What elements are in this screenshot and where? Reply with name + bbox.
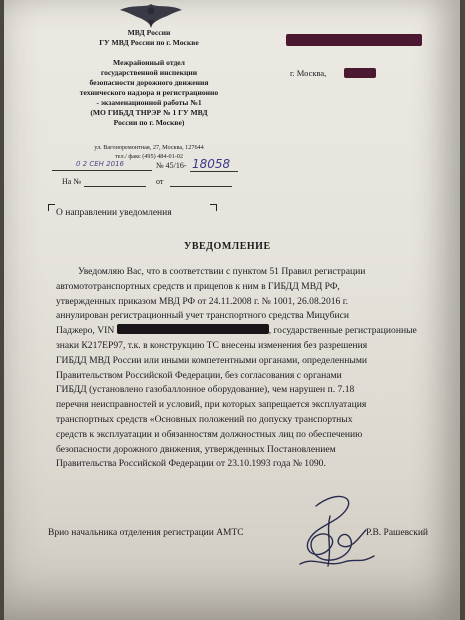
ref-prefix: № 45/16-: [156, 161, 187, 170]
recipient-address-redaction: [344, 68, 376, 78]
dept-line: - экзаменационной работы №1: [96, 98, 202, 107]
body-line: Правительством Российской Федерации, без согласования с органами: [56, 369, 342, 381]
eagle-emblem-icon: [110, 0, 192, 30]
dept-line: (МО ГИБДД ТНРЭР № 1 ГУ МВД: [90, 108, 208, 117]
ot-underline: [170, 186, 232, 187]
subject-bracket-right: [210, 204, 217, 211]
recipient-redaction: [286, 34, 422, 46]
subject-line: О направлении уведомления: [56, 208, 172, 218]
na-underline: [84, 186, 146, 187]
vin-redaction: [117, 324, 269, 334]
body-line: Уведомляю Вас, что в соответствии с пунктом 51 Правил регистрации: [78, 266, 366, 277]
org-address: ул. Вагоноремонтная, 27, Москва, 127644: [94, 144, 204, 151]
body-line: транспортных средств «Основных положений по допуску транспортных: [56, 413, 353, 425]
body-line: средств к эксплуатации и обязанностям должностных лиц по обеспечению: [56, 428, 363, 440]
body-line: ГИБДД МВД России или иными компетентными органами, определенными: [56, 354, 368, 366]
ref-number-handwritten: 18058: [192, 157, 231, 171]
ot-label: от: [156, 177, 164, 186]
vin-suffix: , государственные регистрационные: [268, 325, 417, 337]
body-line: безопасности дорожного движения, утвержденных Постановлением: [56, 443, 336, 455]
dept-line: России по г. Москве): [113, 118, 185, 127]
ref-date-stamp: 0 2 СЕН 2016: [76, 160, 124, 168]
org-phone: тел./ факс (495) 484-01-02: [115, 153, 183, 160]
body-line: аннулирован регистрационный учет транспортного средства Мицубиси: [56, 310, 349, 322]
notice-title: УВЕДОМЛЕНИЕ: [184, 241, 271, 252]
body-line: перечня неисправностей и условий, при которых запрещается эксплуатация: [56, 399, 367, 411]
vin-label: Паджеро, VIN: [56, 325, 115, 337]
signer-name: Р.В. Рашевский: [366, 528, 429, 538]
body-line: ГИБДД (установлено газобаллонное оборудование), чем нарушен п. 7.18: [56, 384, 355, 396]
body-line: утвержденных приказом МВД РФ от 24.11.2008 г. № 1001, 26.08.2016 г.: [56, 295, 348, 307]
body-line-vin: [56, 324, 436, 339]
dept-line: технического надзора и регистрационно: [79, 88, 219, 97]
org-line-1: МВД России: [127, 28, 171, 37]
dept-line: государственной инспекции: [100, 68, 198, 77]
ref-date-underline: [52, 170, 152, 171]
body-line: знаки К217ЕР97, т.к. в конструкцию ТС внесены изменения без разрешения: [56, 339, 368, 351]
recipient-city: г. Москва,: [290, 68, 327, 78]
subject-bracket-left: [48, 204, 55, 211]
notice-body: [56, 265, 436, 472]
body-line: автомототранспортных средств и прицепов к ним в ГИБДД МВД РФ,: [56, 280, 340, 292]
letter-sheet: [4, 0, 460, 620]
dept-line: безопасности дорожного движения: [89, 78, 209, 87]
na-label: На №: [62, 177, 81, 186]
dept-line: Межрайонный отдел: [113, 58, 185, 67]
ref-number-underline: [190, 171, 238, 172]
signer-position: Врио начальника отделения регистрации АМТС: [48, 528, 244, 538]
org-line-2: ГУ МВД России по г. Москве: [99, 38, 199, 47]
body-line: Правительства Российской Федерации от 23.10.1993 года № 1090.: [56, 458, 326, 470]
